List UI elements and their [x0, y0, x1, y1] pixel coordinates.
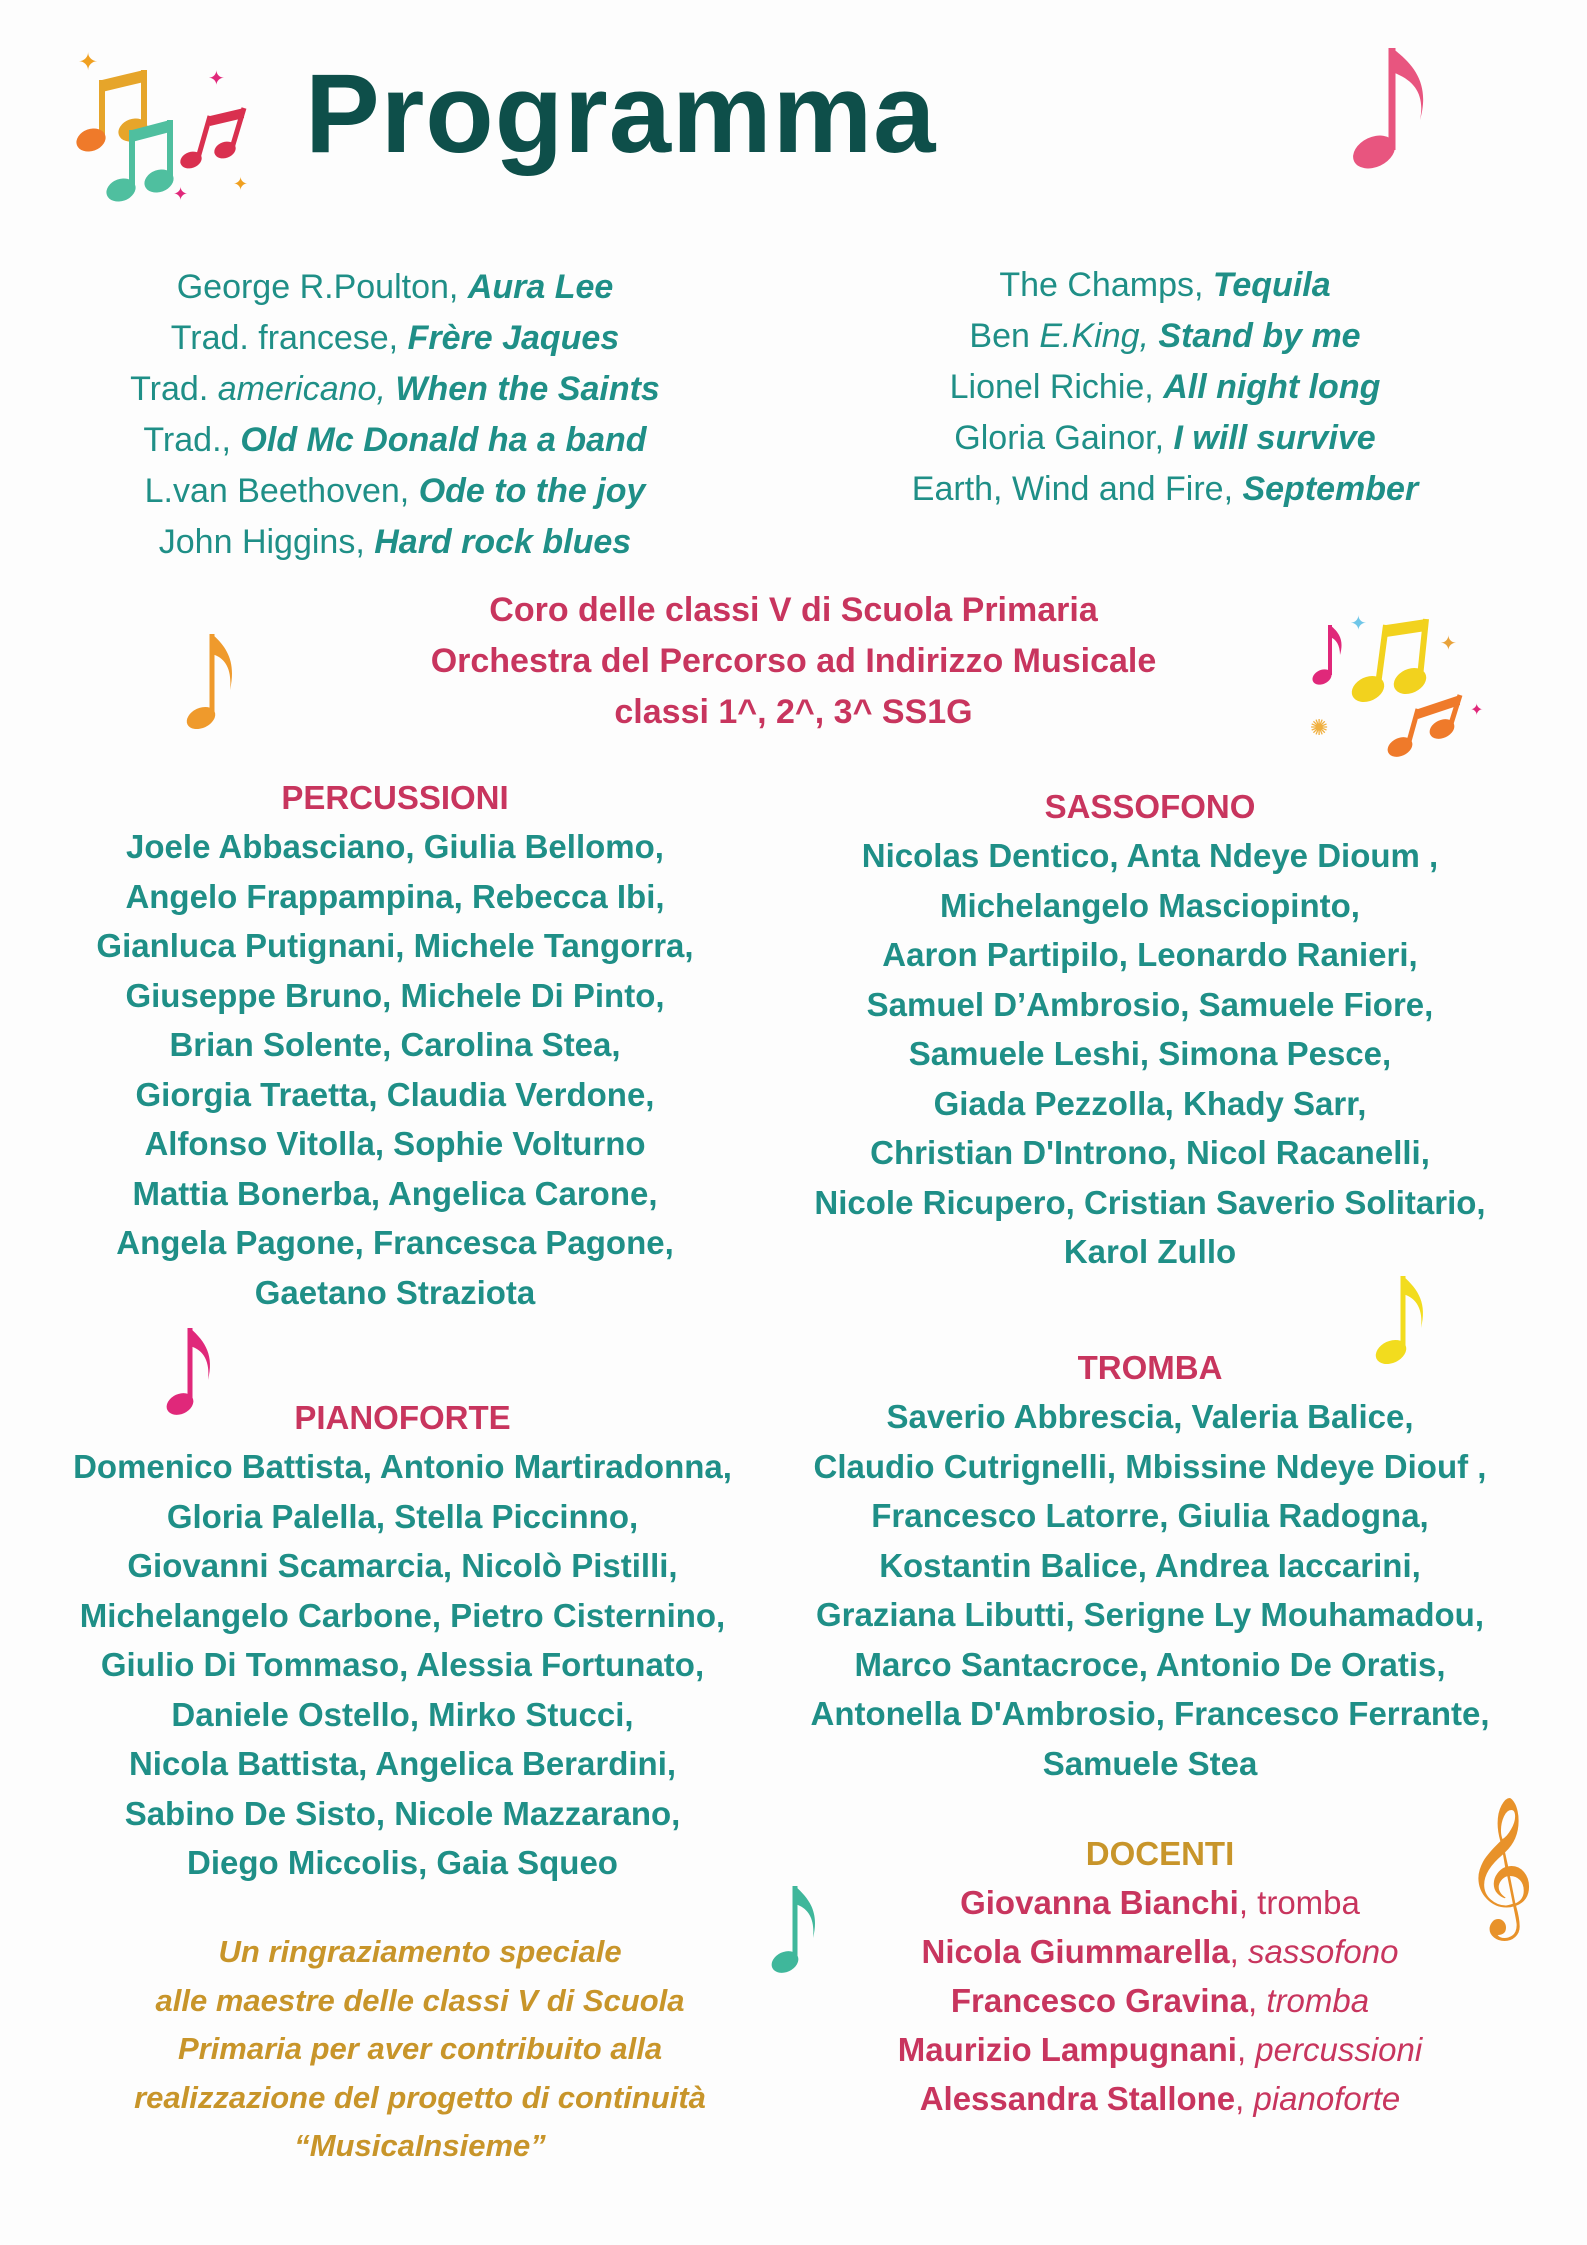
names-line: Giuseppe Bruno, Michele Di Pinto, — [125, 976, 665, 1014]
names-line: Samuel D’Ambrosio, Samuele Fiore, — [866, 985, 1434, 1023]
program-list-left — [90, 262, 700, 568]
program-item: George R.Poulton, Aura Lee — [176, 268, 614, 306]
names-line: Karol Zullo — [1063, 1233, 1237, 1270]
thanks-line: Primaria per aver contribuito alla — [177, 2031, 663, 2066]
program-item: John Higgins, Hard rock blues — [158, 523, 632, 561]
names-line: Daniele Ostello, Mirko Stucci, — [171, 1695, 634, 1733]
names-line: Alfonso Vitolla, Sophie Volturno — [144, 1125, 646, 1162]
names-line: Francesco Latorre, Giulia Radogna, — [871, 1497, 1429, 1534]
svg-text:✦: ✦ — [208, 66, 225, 90]
names-line: Graziana Libutti, Serigne Ly Mouhamadou, — [815, 1596, 1484, 1633]
names-line: Gianluca Putignani, Michele Tangorra, — [96, 927, 694, 964]
names-line: Nicola Battista, Angelica Berardini, — [128, 1745, 677, 1782]
section-title: SASSOFONO — [1044, 788, 1256, 825]
program-item: Earth, Wind and Fire, September — [911, 470, 1419, 508]
names-line: Michelangelo Carbone, Pietro Cisternino, — [79, 1596, 726, 1634]
section-docenti — [810, 1830, 1510, 2123]
names-line: Antonella D'Ambrosio, Francesco Ferrante, — [810, 1695, 1490, 1732]
svg-text:✦: ✦ — [1440, 631, 1457, 655]
section-percussioni — [20, 774, 770, 1317]
program-item: Trad. americano, When the Saints — [130, 370, 660, 408]
names-line: Nicole Ricupero, Cristian Saverio Solitario, — [814, 1183, 1486, 1221]
svg-text:✦: ✦ — [173, 184, 189, 205]
section-sassofono — [775, 783, 1525, 1277]
svg-text:✦: ✦ — [1350, 611, 1367, 635]
names-line: Claudio Cutrignelli, Mbissine Ndeye Diouf , — [813, 1447, 1487, 1485]
svg-text:✺: ✺ — [1310, 716, 1329, 741]
names-line: Nicolas Dentico, Anta Ndeye Dioum , — [861, 837, 1439, 874]
teacher-row: Maurizio Lampugnani, percussioni — [897, 2031, 1423, 2068]
teacher-row: Alessandra Stallone, pianoforte — [919, 2080, 1401, 2117]
section-pianoforte — [20, 1394, 785, 1888]
thanks-line: alle maestre delle classi V di Scuola — [155, 1982, 685, 2018]
svg-text:✦: ✦ — [1470, 700, 1484, 719]
ensemble-line: Orchestra del Percorso ad Indirizzo Musicale — [430, 642, 1157, 680]
names-list — [20, 822, 770, 1317]
names-line: Angelo Frappampina, Rebecca Ibi, — [125, 877, 665, 915]
names-line: Gloria Palella, Stella Piccinno, — [166, 1497, 639, 1535]
ensemble-block — [0, 585, 1587, 738]
program-item: Lionel Richie, All night long — [949, 368, 1381, 406]
names-line: Saverio Abbrescia, Valeria Balice, — [886, 1398, 1414, 1435]
program-item: Trad. francese, Frère Jaques — [170, 319, 620, 357]
program-item: L.van Beethoven, Ode to the joy — [144, 472, 646, 510]
names-line: Angela Pagone, Francesca Pagone, — [116, 1224, 674, 1261]
names-line: Samuele Leshi, Simona Pesce, — [908, 1035, 1392, 1072]
names-line: Samuele Stea — [1042, 1744, 1258, 1782]
thanks-line: realizzazione del progetto di continuità — [134, 2079, 706, 2115]
teacher-row: Giovanna Bianchi, tromba — [960, 1884, 1360, 1921]
section-title: TROMBA — [1077, 1349, 1223, 1386]
names-line: Giulio Di Tommaso, Alessia Fortunato, — [100, 1646, 705, 1683]
teacher-row: Nicola Giummarella, sassofono — [921, 1933, 1399, 1970]
teachers-list — [810, 1878, 1510, 2123]
section-title: DOCENTI — [1085, 1835, 1235, 1872]
svg-text:✦: ✦ — [233, 174, 249, 195]
program-item: The Champs, Tequila — [999, 266, 1331, 304]
ensemble-line: Coro delle classi V di Scuola Primaria — [489, 591, 1098, 629]
names-list — [775, 1392, 1525, 1788]
program-list-right — [850, 260, 1480, 515]
program-item: Trad., Old Mc Donald ha a band — [143, 421, 647, 459]
names-line: Sabino De Sisto, Nicole Mazzarano, — [124, 1794, 681, 1832]
section-title: PERCUSSIONI — [281, 779, 509, 816]
names-line: Marco Santacroce, Antonio De Oratis, — [854, 1645, 1446, 1683]
names-line: Giovanni Scamarcia, Nicolò Pistilli, — [127, 1547, 678, 1584]
eighth-note-icon — [1330, 40, 1440, 180]
teacher-row: Francesco Gravina, tromba — [950, 1982, 1370, 2019]
names-line: Kostantin Balice, Andrea Iaccarini, — [879, 1546, 1421, 1584]
names-line: Joele Abbasciano, Giulia Bellomo, — [126, 828, 664, 865]
program-item: Ben E.King, Stand by me — [969, 317, 1361, 355]
thanks-line: “MusicaInsieme” — [294, 2128, 546, 2163]
names-line: Aaron Partipilo, Leonardo Ranieri, — [882, 936, 1418, 973]
ensemble-line: classi 1^, 2^, 3^ SS1G — [614, 693, 973, 731]
names-line: Giada Pezzolla, Khady Sarr, — [933, 1084, 1367, 1122]
music-notes-cluster-icon — [58, 40, 258, 205]
thanks-note — [60, 1928, 780, 2171]
names-line: Diego Miccolis, Gaia Squeo — [187, 1844, 618, 1881]
svg-text:𝄞: 𝄞 — [1464, 1796, 1535, 1935]
names-line: Gaetano Straziota — [254, 1273, 536, 1311]
names-list — [775, 831, 1525, 1277]
names-line: Christian D'Introno, Nicol Racanelli, — [870, 1134, 1430, 1171]
svg-text:✦: ✦ — [78, 48, 99, 76]
page-title: Programma — [305, 51, 937, 176]
thanks-line: Un ringraziamento speciale — [218, 1934, 622, 1969]
names-line: Mattia Bonerba, Angelica Carone, — [132, 1174, 658, 1212]
section-title: PIANOFORTE — [294, 1399, 511, 1436]
program-item: Gloria Gainor, I will survive — [954, 419, 1376, 457]
names-list — [20, 1442, 785, 1888]
names-line: Brian Solente, Carolina Stea, — [169, 1026, 621, 1063]
names-line: Michelangelo Masciopinto, — [940, 886, 1360, 924]
names-line: Domenico Battista, Antonio Martiradonna, — [73, 1448, 732, 1485]
names-line: Giorgia Traetta, Claudia Verdone, — [135, 1075, 655, 1113]
section-tromba — [775, 1344, 1525, 1788]
